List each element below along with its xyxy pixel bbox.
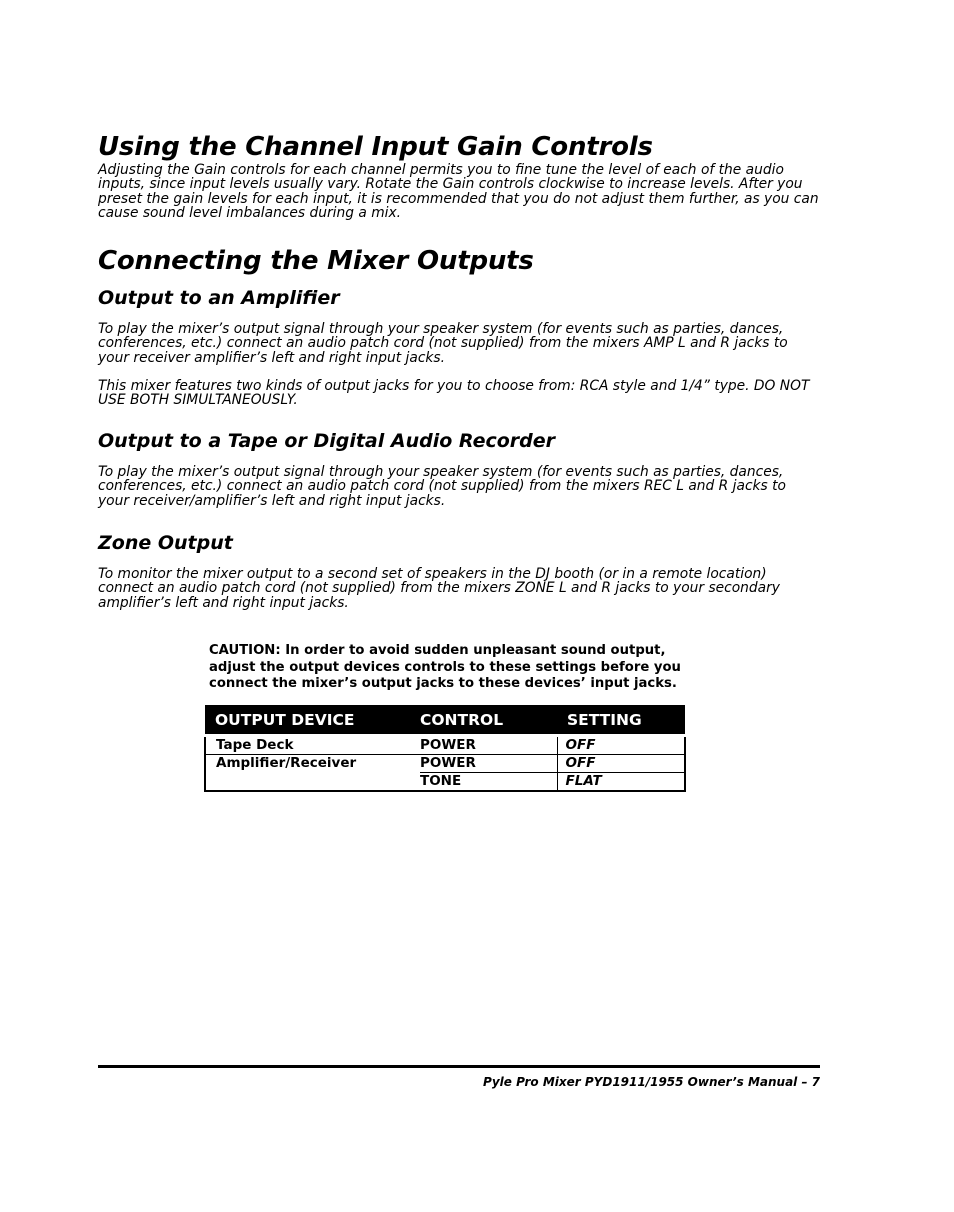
paragraph-output-amplifier: To play the mixer’s output signal through your speaker system (for events such as parties, dances, conferences, etc.) connect an audio patch cord (not supplied) from the mixers AMP L and R jacks to your receiver amplifier’s left and right input jacks.	[98, 321, 788, 366]
cell-setting: FLAT	[557, 773, 685, 792]
table-row	[205, 773, 685, 792]
output-settings-table	[204, 705, 686, 792]
cell-device: Tape Deck	[205, 736, 420, 755]
table-row	[205, 755, 685, 773]
table-row	[205, 736, 685, 755]
footer-divider	[98, 1065, 820, 1068]
paragraph-gain-controls: Adjusting the Gain controls for each channel permits you to fine tune the level of each of the audio inputs, since input levels usually vary. Rotate the Gain controls clockwise to increase levels. After you preset the gain levels for each input, it is recommended that you do not adjust them further, as you can cause sound level imbalances during a mix.	[98, 162, 819, 221]
subheading-zone-output: Zone Output	[98, 532, 233, 554]
table-header-row	[205, 705, 685, 736]
header-output-device: OUTPUT DEVICE	[205, 705, 420, 736]
subheading-output-amplifier: Output to an Amplifier	[98, 287, 340, 309]
header-setting: SETTING	[557, 705, 685, 736]
cell-control: POWER	[420, 736, 557, 755]
footer-page-label: Pyle Pro Mixer PYD1911/1955 Owner’s Manual – 7	[483, 1075, 820, 1089]
header-control: CONTROL	[420, 705, 557, 736]
cell-device: Amplifier/Receiver	[205, 755, 420, 773]
cell-device	[205, 773, 420, 792]
cell-control: POWER	[420, 755, 557, 773]
cell-setting: OFF	[557, 755, 685, 773]
heading-channel-input-gain: Using the Channel Input Gain Controls	[98, 132, 653, 162]
subheading-output-recorder: Output to a Tape or Digital Audio Recorder	[98, 430, 555, 452]
paragraph-zone-output: To monitor the mixer output to a second set of speakers in the DJ booth (or in a remote location) connect an audio patch cord (not supplied) from the mixers ZONE L and R jacks to your secondary amplifier’s left and right input jacks.	[98, 566, 780, 611]
cell-setting: OFF	[557, 736, 685, 755]
caution-note: CAUTION: In order to avoid sudden unpleasant sound output, adjust the output devices controls to these settings before you connect the mixer’s output jacks to these devices’ input jacks.	[209, 643, 681, 692]
heading-connecting-outputs: Connecting the Mixer Outputs	[98, 246, 534, 276]
paragraph-output-recorder: To play the mixer’s output signal through your speaker system (for events such as parties, dances, conferences, etc.) connect an audio patch cord (not supplied) from the mixers REC L and R jacks to your receiver/amplifier’s left and right input jacks.	[98, 464, 786, 509]
paragraph-output-jacks: This mixer features two kinds of output jacks for you to choose from: RCA style and 1/4” type. DO NOT USE BOTH SIMULTANEOUSLY.	[98, 378, 810, 409]
cell-control: TONE	[420, 773, 557, 792]
